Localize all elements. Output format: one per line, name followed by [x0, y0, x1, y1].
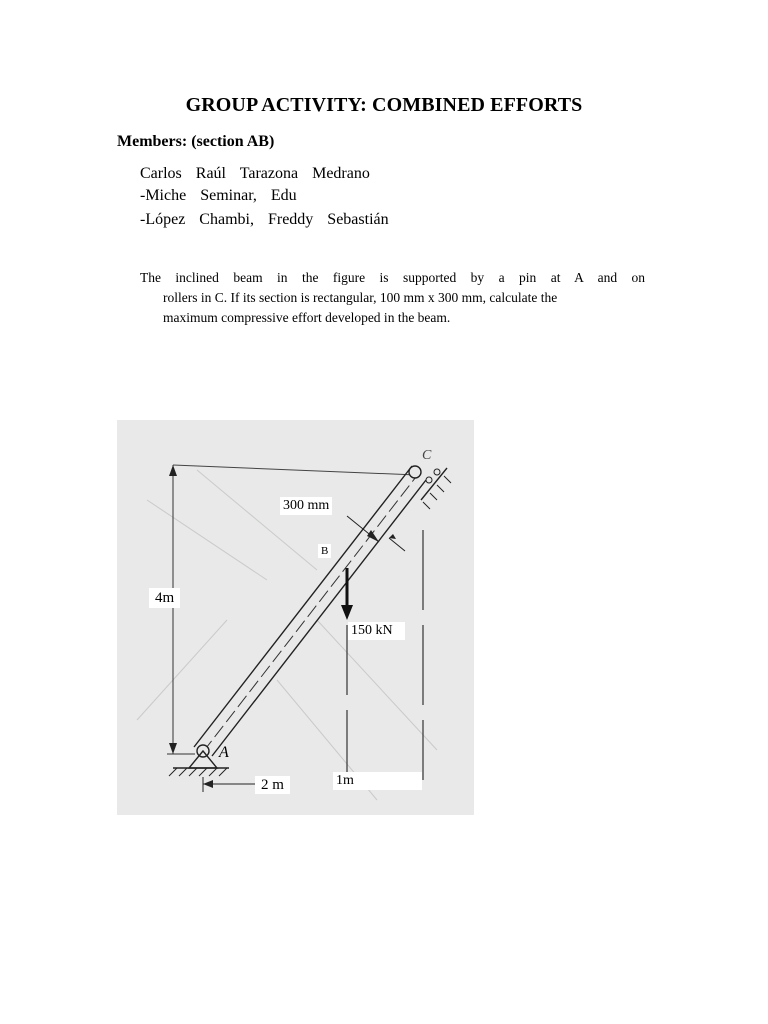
member-name: -López Chambi, Freddy Sebastián [140, 211, 389, 228]
beam-diagram [117, 420, 474, 815]
load-label: 150 kN [348, 622, 405, 640]
depth-dimension-label: 300 mm [280, 497, 332, 515]
problem-line: rollers in C. If its section is rectangular, 100 mm x 300 mm, calculate the [163, 290, 558, 305]
point-a-label: A [219, 744, 229, 761]
beam-figure [117, 420, 474, 815]
span-b-dimension-label: 1m [333, 772, 422, 790]
member-name: Carlos Raúl Tarazona Medrano [140, 165, 370, 182]
height-dimension-label: 4m [149, 588, 180, 608]
page-title: GROUP ACTIVITY: COMBINED EFFORTS [185, 94, 583, 116]
members-heading: Members: (section AB) [117, 133, 275, 150]
problem-statement [140, 268, 645, 328]
problem-line: maximum compressive effort developed in the beam. [163, 310, 451, 325]
point-b-label: B [318, 544, 331, 558]
point-c-label: C [422, 448, 432, 463]
span-a-dimension-label: 2 m [255, 776, 290, 794]
problem-line: The inclined beam in the figure is supported by a pin at A and on [140, 270, 645, 285]
member-name: -Miche Seminar, Edu [140, 187, 297, 204]
